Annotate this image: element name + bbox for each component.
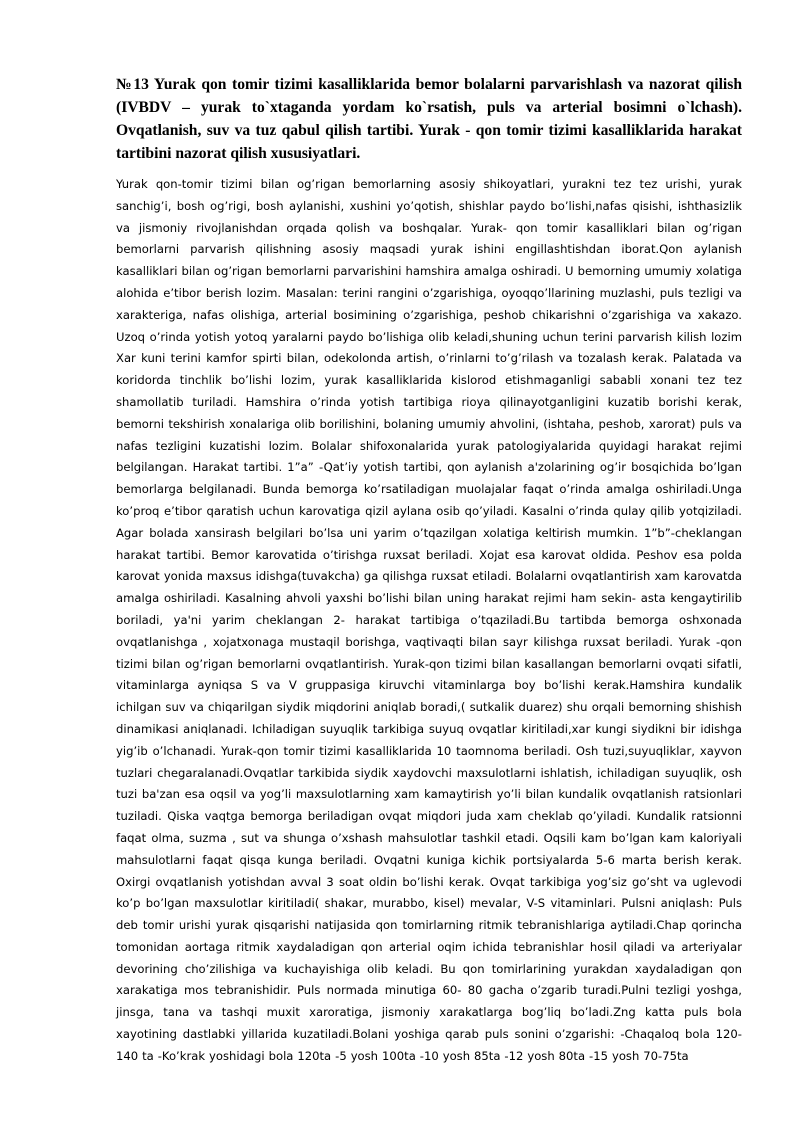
document-heading: №13 Yurak qon tomir tizimi kasalliklarida bemor bolalarni parvarishlash va nazorat qilish (IVBDV – yurak to`xtaganda yordam ko`rsatish, puls va arterial bosimni o`lchash). Ovqatlanish, suv va tuz qabul qilish tartibi. Yurak - qon tomir tizimi kasalliklarida harakat tartibini nazorat qilish xususiyatlari. [116, 76, 742, 162]
document-body-paragraph: Yurak qon-tomir tizimi bilan og’rigan bemorlarning asosiy shikoyatlari, yurakni tez tez urishi, yurak sanchig’i, bosh og’rigi, bosh aylanishi, xushini yo’qotish, shishlar paydo bo’lishi,nafas qisishi, ishthasizlik va jismoniy rivojlanishdan orqada qolish va boshqalar. Yurak- qon tomir kasalliklari bilan og’rigan bemorlarni parvarish qilishning asosiy maqsadi yurak ishini engillashtishdan iborat.Qon aylanish kasalliklari bilan og’rigan bemorlarni parvarishini hamshira amalga oshiradi. U bemorning umumiy xolatiga alohida e’tibor berish lozim. Masalan: terini rangini o’zgarishiga, oyoqqo’llarining muzlashi, puls tezligi va xarakteriga, nafas olishiga, arterial bosimining o’zgarishiga, peshob chikarishni o’zgarishiga va xakazo. Uzoq o’rinda yotish yotoq yaralarni paydo bo’lishiga olib keladi,shuning uchun terini parvarish kilish lozim Xar kuni terini kamfor spirti bilan, odekolonda artish, o’rinlarni to’g’rilash va tozalash kerak. Palatada va koridorda tinchlik bo’lishi lozim, yurak kasalliklarida kislorod etishmaganligi sababli xonani tez tez shamollatib turiladi. Hamshira o’rinda yotish tartibiga rioya qilinayotganligini kuzatib borishi kerak, bemorni tekshirish xonalariga olib borilishini, bolaning umumiy ahvolini, (ishtaha, peshob, xarorat) puls va nafas tezligini kuzatishi lozim. Bolalar shifoxonalarida yurak patologiyalarida quyidagi harakat rejimi belgilangan. Harakat tartibi. 1”a” -Qat’iy yotish tartibi, qon aylanish a'zolarining og’ir bosqichida bo’lgan bemorlarga belgilanadi. Bunda bemorga ko’rsatiladigan muolajalar faqat o’rinda amalga oshiriladi.Unga ko’proq e’tibor qaratish uchun karovatiga qizil aylana osib qo’yiladi. Kasalni o’rinda qulay qilib yotqiziladi. Agar bolada xansirash belgilari bo’lsa uni yarim o’tqazilgan xolatiga keltirish mumkin. 1”b”-cheklangan harakat tartibi. Bemor karovatida o’tirishga ruxsat beriladi. Xojat esa karovat oldida. Peshov esa polda karovat yonida maxsus idishga(tuvakcha) ga qilishga ruxsat etiladi. Bolalarni ovqatlantirish xam karovatda amalga oshiriladi. Kasalning ahvoli yaxshi bo’lishi bilan uning harakat rejimi ham sekin- asta kengaytirilib boriladi, ya'ni yarim cheklangan 2- harakat tartibiga o’tqaziladi.Bu tartibda bemorga oshxonada ovqatlanishga , xojatxonaga mustaqil borishga, vaqtivaqti bilan sayr kilishga ruxsat beriladi. Yurak -qon tizimi bilan og’rigan bemorlarni ovqatlantirish. Yurak-qon tizimi bilan kasallangan bemorlarni ovqati sifatli, vitaminlarga ayniqsa S va V gruppasiga kiruvchi vitaminlarga boy bo’lishi kerak.Hamshira kundalik ichilgan suv va chiqarilgan siydik miqdorini aniqlab boradi,( sutkalik duarez) shu orqali bemorning shishish dinamikasi aniqlanadi. Ichiladigan suyuqlik tarkibiga suyuq ovqatlar kiritiladi,xar kungi siydikni bir idishga yig’ib o’lchanadi. Yurak-qon tomir tizimi kasalliklarida 10 taomnoma beriladi. Osh tuzi,suyuqliklar, xayvon tuzlari chegaralanadi.Ovqatlar tarkibida siydik xaydovchi maxsulotlarni ishlatish, ichiladigan suyuqlik, osh tuzi ba'zan esa oqsil va yog’li maxsulotlarning xam kamaytirish yo’li bilan kundalik ovqatlanish ratsionlari tuziladi. Qiska vaqtga bemorga beriladigan ovqat miqdori juda xam cheklab qo’yiladi. Kundalik ratsionni faqat olma, suzma , sut va shunga o’xshash mahsulotlar tashkil etadi. Oqsili kam bo’lgan kam kaloriyali mahsulotlarni faqat qisqa kunga beriladi. Ovqatni kuniga kichik portsiyalarda 5-6 marta berish kerak. Oxirgi ovqatlanish yotishdan avval 3 soat oldin bo’lishi kerak. Ovqat tarkibiga yog’siz go’sht va uglevodi ko’p bo’lgan maxsulotlar kiritiladi( shakar, murabbo, kisel) mevalar, V-S vitaminlari. Pulsni aniqlash: Puls deb tomir urishi yurak qisqarishi natijasida qon tomirlarning ritmik tebranishlariga aytiladi.Chap qorincha tomonidan aortaga ritmik xaydaladigan qon arterial oqim ichida tebranishlar hosil qiladi va arteriyalar devorining cho’zilishiga va kuchayishiga olib keladi. Bu qon tomirlarining yurakdan xaydaladigan qon xarakatiga mos tebranishidir. Puls normada minutiga 60- 80 gacha o’zgarib turadi.Pulni tezligi yoshga, jinsga, tana va tashqi muxit xaroratiga, jismoniy xarakatlarga bog’liq bo’ladi.Zng katta puls bola xayotining dastlabki yillarida kuzatiladi.Bolani yoshiga qarab puls sonini o’zgarishi: -Chaqaloq bola 120-140 ta -Ko’krak yoshidagi bola 120ta -5 yosh 100ta -10 yosh 85ta -12 yosh 80ta -15 yosh 70-75ta [116, 177, 742, 1063]
